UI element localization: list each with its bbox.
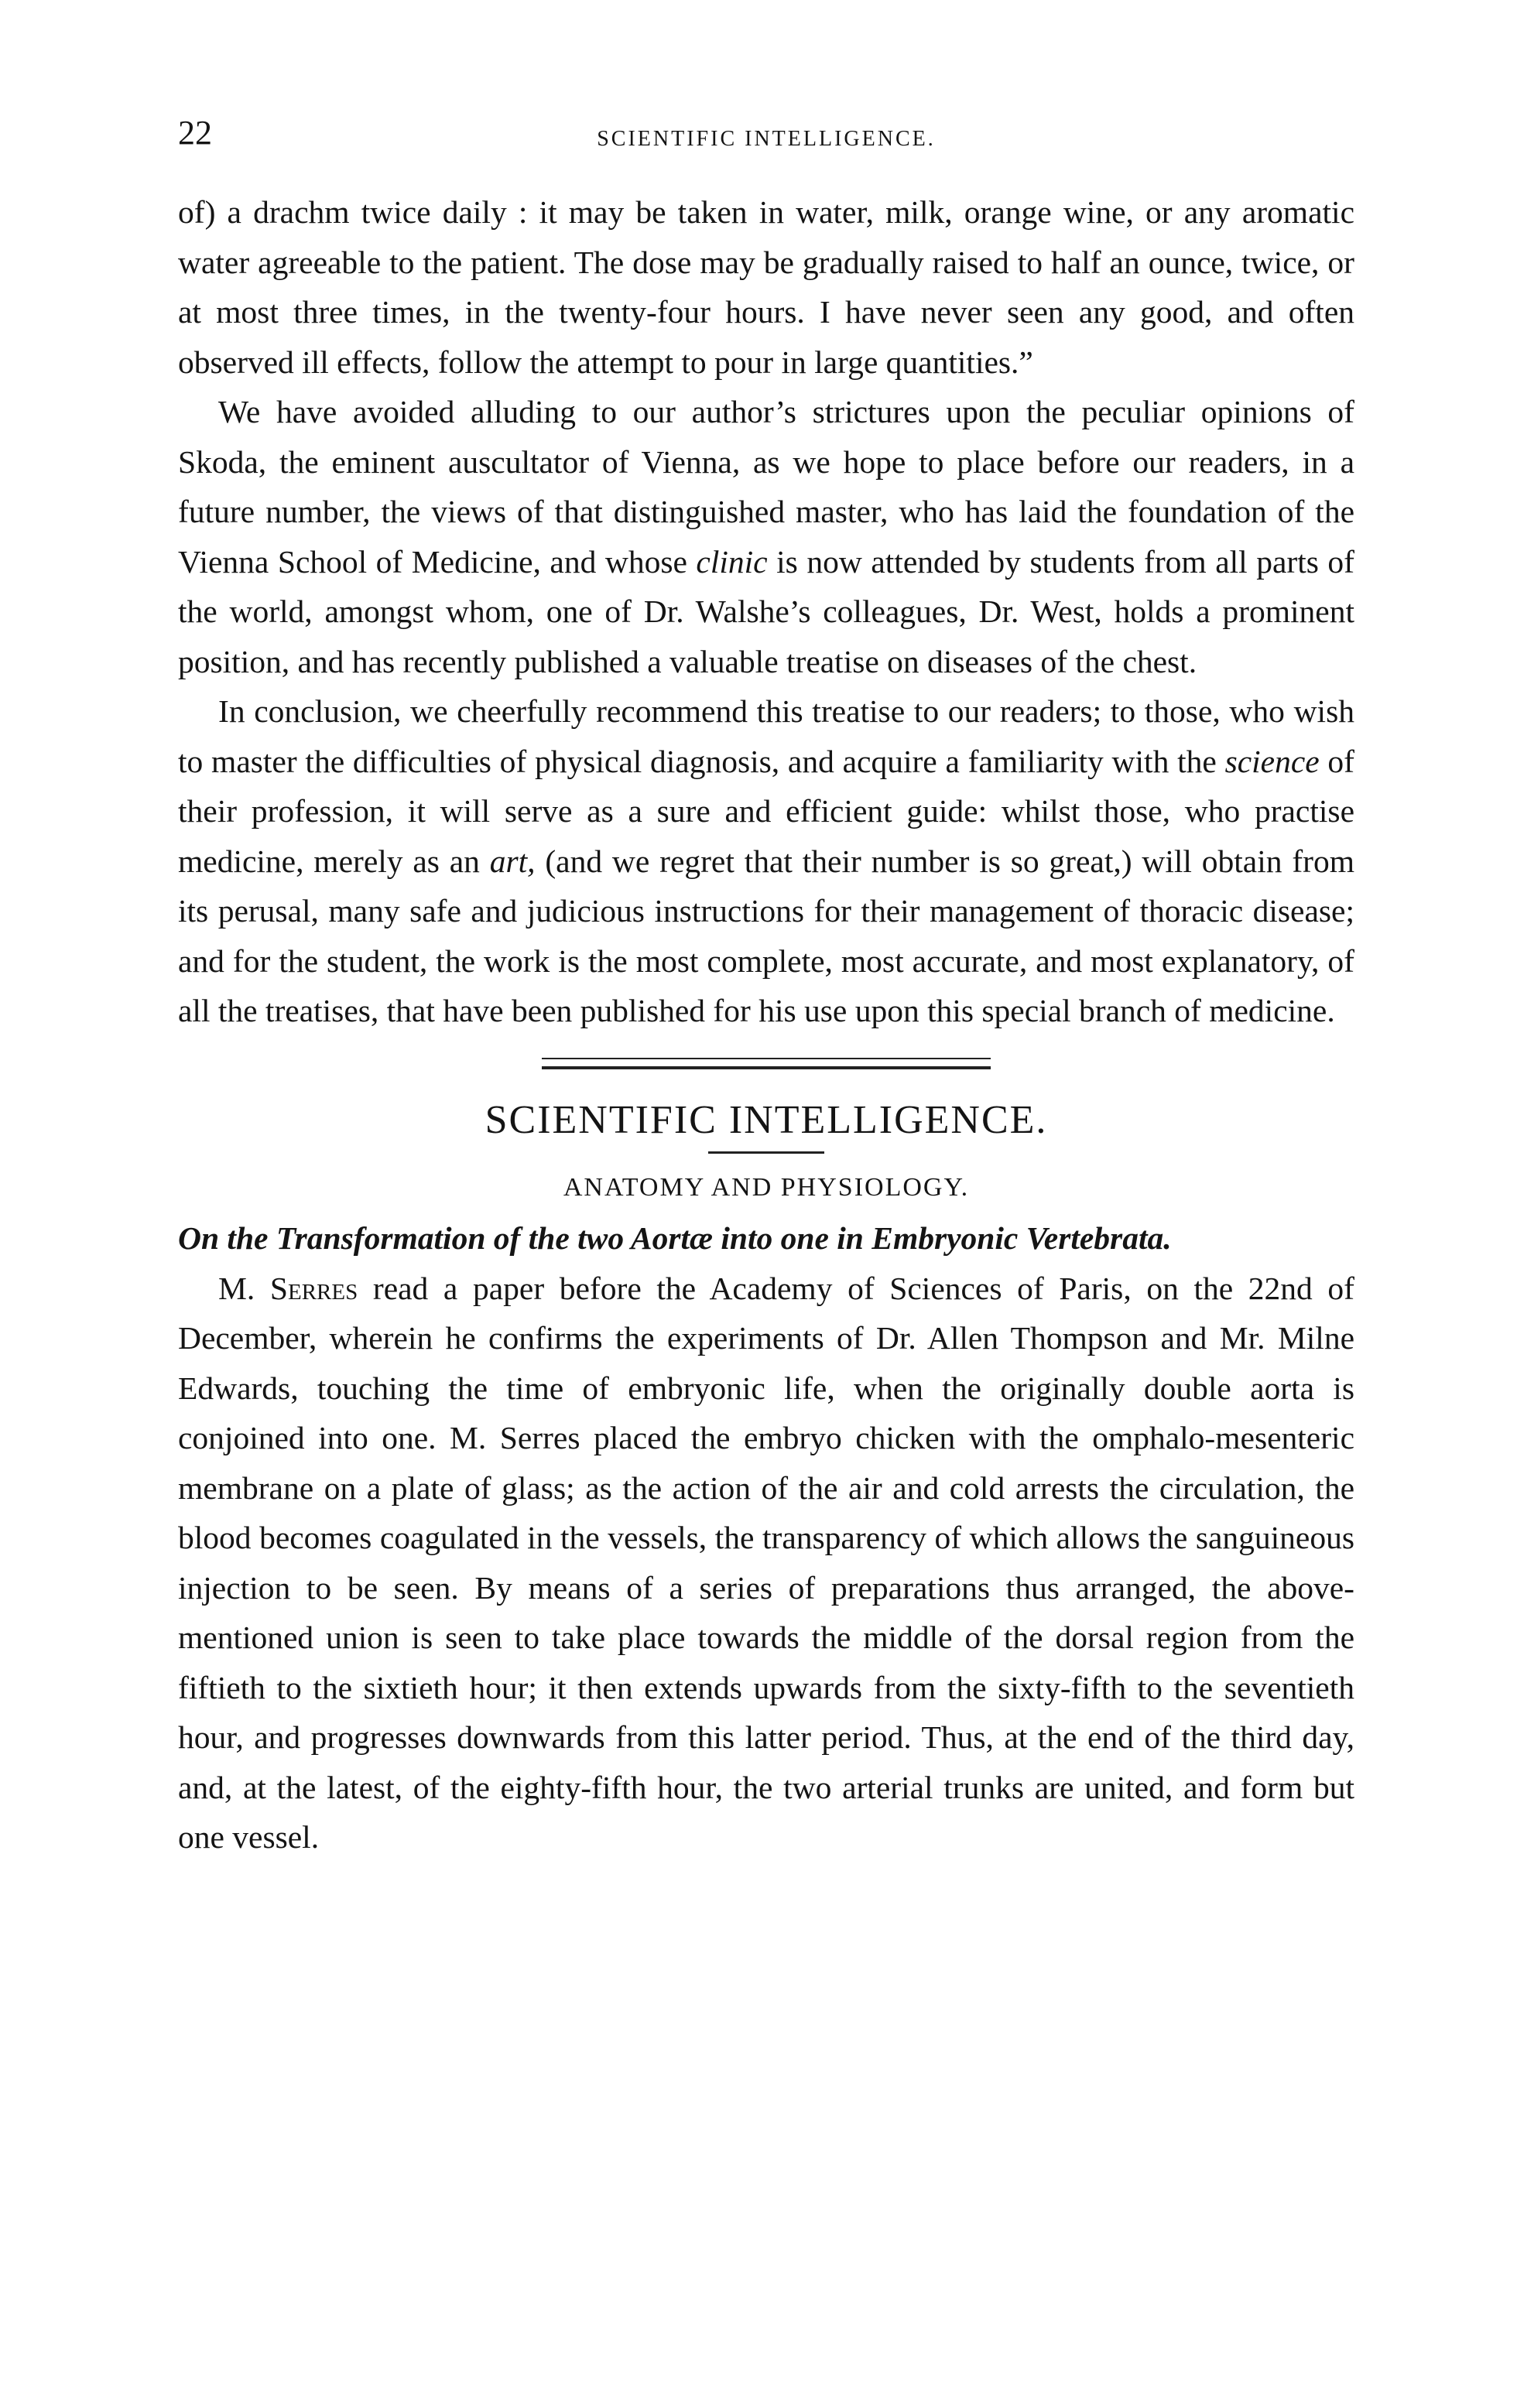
page-number: 22: [178, 114, 212, 152]
article-paragraph-text: read a paper before the Academy of Sciences of Paris, on the 22nd of December, wherein he confirms the experiments of Dr. Allen Thompson and Mr. Milne Edwards, touching the time of embryonic life, when the originally double aorta is conjoined into one. M. Serres placed the embryo chicken with the omphalo-mesenteric membrane on a plate of glass; as the action of the air and cold arrests the circulation, the blood becomes coagulated in the vessels, the transparency of which allows the sanguineous injection to be seen. By means of a series of preparations thus arranged, the above-mentioned union is seen to take place towards the middle of the dorsal region from the fiftieth to the sixtieth hour; it then extends upwards from the sixty-fifth to the seventieth hour, and progresses downwards from this latter period. Thus, at the end of the third day, and, at the latest, of the eighty-fifth hour, the two arterial trunks are united, and form but one vessel.: [178, 1270, 1355, 1855]
italic-clinic: clinic: [696, 543, 768, 580]
article-title: On the Transformation of the two Aortæ into one in Embryonic Vertebrata.: [178, 1219, 1172, 1256]
section-title: SCIENTIFIC INTELLIGENCE.: [485, 1097, 1048, 1142]
paragraph-conclusion-text-a: In conclusion, we cheerfully recommend this treatise to our readers; to those, who wish to master the difficulties of physical diagnosis, and acquire a familiarity with the: [178, 693, 1354, 779]
book-page: [178, 116, 1354, 1862]
author-name: Serres: [269, 1270, 358, 1306]
title-underline: [708, 1151, 824, 1154]
section-divider: [542, 1058, 991, 1069]
review-conclusion-text: [178, 187, 1354, 1036]
italic-science: science: [1224, 743, 1320, 779]
paragraph-skoda-text-b: is now attended by students from all parts of the world, amongst whom, one of Dr. Walshe’s colleagues, Dr. West, holds a prominent position, and has recently published a valuable treatise on diseases of the chest.: [178, 543, 1354, 679]
paragraph-conclusion-text-b: of their profession, it will serve as a sure and efficient guide: whilst those, who practise medicine, merely as an: [178, 743, 1354, 879]
article-paragraph: [178, 1264, 1354, 1862]
paragraph-conclusion: [178, 686, 1354, 1036]
paragraph-skoda: [178, 387, 1354, 686]
article-body: [178, 1264, 1354, 1862]
paragraph-conclusion-text-c: (and we regret that their number is so great,) will obtain from its perusal, many safe and judicious instructions for their management of thoracic disease; and for the student, the work is the most complete, most accurate, and most explanatory, of all the treatises, that have been published for his use upon this special branch of medicine.: [178, 843, 1354, 1028]
subsection-title: ANATOMY AND PHYSIOLOGY.: [563, 1172, 970, 1202]
paragraph-skoda-text-a: We have avoided alluding to our author’s strictures upon the peculiar opinions of Skoda, the eminent auscultator of Vienna, as we hope to place before our readers, in a future number, the views of that distinguished master, who has laid the foundation of the Vienna School of Medicine, and whose: [178, 394, 1354, 580]
running-head: SCIENTIFIC INTELLIGENCE.: [597, 127, 936, 151]
italic-art: art,: [489, 843, 536, 879]
paragraph-continued: of) a drachm twice daily : it may be taken in water, milk, orange wine, or any aromatic water agreeable to the patient. The dose may be gradually raised to half an ounce, twice, or at most three times, in the twenty-four hours. I have never seen any good, and often observed ill effects, follow the attempt to pour in large quantities.”: [178, 194, 1354, 380]
page-header: [178, 116, 1354, 170]
author-prefix: M.: [218, 1270, 270, 1306]
